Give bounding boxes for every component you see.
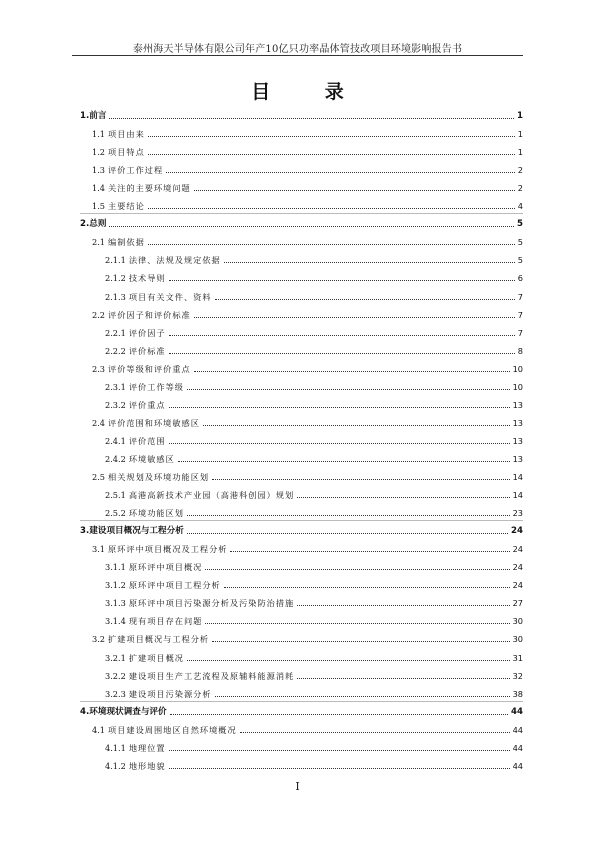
toc-entry-number: 3.1 bbox=[92, 544, 106, 555]
toc-entry-title: 评价因子 bbox=[128, 327, 166, 338]
toc-entry-page: 7 bbox=[517, 291, 523, 302]
toc-entry-title: 项目建设周围地区自然环境概况 bbox=[108, 724, 237, 735]
toc-entry-title: 扩建项目概况与工程分析 bbox=[108, 634, 210, 645]
toc-entry[interactable] bbox=[92, 126, 523, 140]
toc-entry-page: 14 bbox=[512, 472, 523, 482]
toc-entry-title: 环境现状调查与评价 bbox=[89, 706, 167, 717]
toc-entry-number: 4. bbox=[80, 706, 90, 717]
toc-entry[interactable] bbox=[80, 523, 523, 537]
toc-entry-title: 现有项目存在问题 bbox=[128, 616, 203, 627]
toc-entry[interactable] bbox=[105, 451, 523, 465]
toc-entry-title: 法律、法规及规定依据 bbox=[128, 255, 221, 266]
toc-leader-dots bbox=[297, 678, 509, 679]
toc-entry-number: 3.2 bbox=[92, 634, 106, 645]
toc-leader-dots bbox=[224, 587, 510, 588]
toc-entry-number: 1.3 bbox=[92, 165, 106, 176]
toc-leader-dots bbox=[187, 533, 508, 534]
toc-entry-page: 44 bbox=[512, 760, 523, 771]
toc-entry-number: 3.2.1 bbox=[105, 652, 126, 663]
toc-entry-title: 建设项目概况与工程分析 bbox=[89, 526, 184, 537]
toc-entry-page: 38 bbox=[512, 688, 523, 699]
toc-entry-page: 10 bbox=[512, 363, 523, 374]
toc-entry-page: 30 bbox=[512, 634, 523, 645]
toc-entry[interactable] bbox=[105, 343, 523, 357]
toc-leader-dots bbox=[194, 190, 515, 191]
toc-entry-title: 关注的主要环境问题 bbox=[108, 183, 191, 194]
toc-entry[interactable] bbox=[80, 216, 523, 230]
toc-entry-title: 评价重点 bbox=[128, 399, 166, 410]
toc-entry-number: 2.3.1 bbox=[105, 381, 126, 392]
toc-entry-page: 44 bbox=[511, 706, 523, 717]
toc-leader-dots bbox=[187, 389, 510, 390]
toc-leader-dots bbox=[166, 172, 515, 173]
toc-entry-title: 地理位置 bbox=[128, 742, 166, 753]
toc-entry-title: 原环评中项目概况及工程分析 bbox=[108, 544, 228, 555]
toc-leader-dots bbox=[169, 353, 515, 354]
section-separator bbox=[80, 701, 523, 702]
toc-entry-number: 1.1 bbox=[92, 129, 106, 140]
toc-entry-title: 项目由来 bbox=[108, 129, 145, 140]
toc-entry-page: 27 bbox=[512, 598, 523, 609]
toc-entry-number: 2.5 bbox=[92, 472, 106, 482]
toc-leader-dots bbox=[169, 280, 515, 281]
toc-leader-dots bbox=[178, 461, 510, 462]
toc-entry-number: 4.1.1 bbox=[105, 742, 126, 753]
toc-leader-dots bbox=[148, 244, 515, 245]
toc-entry[interactable] bbox=[92, 234, 523, 248]
toc-entry-number: 2.1 bbox=[92, 237, 106, 248]
toc-leader-dots bbox=[230, 551, 509, 552]
toc-entry-page: 2 bbox=[517, 183, 523, 194]
toc-entry-number: 2.4.1 bbox=[105, 435, 126, 446]
toc-entry[interactable] bbox=[92, 307, 523, 321]
toc-entry-title: 评价工作过程 bbox=[108, 165, 164, 176]
toc-entry-number: 1. bbox=[80, 111, 90, 121]
toc-leader-dots bbox=[215, 299, 515, 300]
toc-entry[interactable] bbox=[105, 252, 523, 266]
toc-entry-title: 环境敏感区 bbox=[128, 453, 175, 464]
toc-entry-page: 24 bbox=[512, 562, 523, 573]
toc-leader-dots bbox=[148, 154, 515, 155]
toc-leader-dots bbox=[148, 208, 515, 209]
toc-entry[interactable] bbox=[105, 397, 523, 411]
toc-entry[interactable] bbox=[105, 325, 523, 339]
toc-entry-number: 2.2.1 bbox=[105, 327, 126, 338]
toc-entry-number: 4.1 bbox=[92, 724, 106, 735]
toc-leader-dots bbox=[169, 768, 510, 769]
toc-entry[interactable] bbox=[92, 144, 523, 158]
toc-entry[interactable] bbox=[105, 740, 523, 754]
toc-entry-number: 3. bbox=[80, 526, 90, 537]
toc-entry-page: 7 bbox=[517, 309, 523, 320]
toc-entry-title: 主要结论 bbox=[108, 201, 145, 212]
toc-leader-dots bbox=[212, 641, 509, 642]
toc-entry[interactable] bbox=[92, 541, 523, 555]
toc-entry-title: 总则 bbox=[89, 219, 107, 230]
toc-entry[interactable] bbox=[105, 289, 523, 303]
toc-entry[interactable] bbox=[105, 505, 523, 519]
toc-entry[interactable] bbox=[105, 668, 523, 682]
toc-entry-title: 相关规划及环境功能区划 bbox=[108, 472, 210, 482]
toc-leader-dots bbox=[297, 605, 509, 606]
toc-entry-page: 24 bbox=[511, 526, 523, 537]
toc-entry-number: 2.1.2 bbox=[105, 273, 126, 284]
toc-entry-title: 原环评中项目概况 bbox=[128, 562, 203, 573]
toc-leader-dots bbox=[194, 317, 515, 318]
toc-entry[interactable] bbox=[105, 577, 523, 591]
toc-entry-page: 4 bbox=[517, 201, 523, 212]
toc-entry-number: 3.1.4 bbox=[105, 616, 126, 627]
toc-entry-page: 32 bbox=[512, 670, 523, 681]
toc-entry-page: 1 bbox=[517, 147, 523, 158]
toc-entry-page: 13 bbox=[512, 417, 523, 428]
toc-entry-number: 3.2.3 bbox=[105, 688, 126, 699]
toc-leader-dots bbox=[169, 335, 515, 336]
toc-leader-dots bbox=[169, 443, 510, 444]
toc-entry-number: 2.5.2 bbox=[105, 508, 126, 519]
toc-entry-title: 评价工作等级 bbox=[128, 381, 184, 392]
toc-entry-number: 2. bbox=[80, 219, 90, 230]
toc-entry-page: 8 bbox=[517, 345, 523, 356]
toc-entry-title: 前言 bbox=[89, 111, 107, 121]
toc-entry-title: 地形地貌 bbox=[128, 760, 166, 771]
toc-entry-number: 2.2.2 bbox=[105, 345, 126, 356]
toc-entry[interactable] bbox=[92, 361, 523, 375]
section-separator bbox=[80, 213, 523, 214]
toc-entry-number: 3.1.3 bbox=[105, 598, 126, 609]
toc-entry-page: 6 bbox=[517, 273, 523, 284]
toc-entry[interactable] bbox=[105, 433, 523, 447]
toc-entry-page: 10 bbox=[512, 381, 523, 392]
toc-entry-page: 31 bbox=[512, 652, 523, 663]
toc-entry-title: 扩建项目概况 bbox=[128, 652, 184, 663]
toc-entry-page: 23 bbox=[512, 508, 523, 519]
toc-entry[interactable] bbox=[80, 108, 523, 122]
toc-entry-title: 评价标准 bbox=[128, 345, 166, 356]
toc-entry-page: 5 bbox=[517, 255, 523, 266]
toc-entry-title: 高港高新技术产业园（高港科创园）规划 bbox=[128, 490, 295, 501]
toc-entry-page: 5 bbox=[517, 237, 523, 248]
toc-entry-title: 评价范围 bbox=[128, 435, 166, 446]
toc-entry-title: 项目特点 bbox=[108, 147, 145, 158]
toc-entry-title: 原环评中项目污染源分析及污染防治措施 bbox=[128, 598, 295, 609]
toc-entry-page: 5 bbox=[517, 219, 523, 230]
section-separator bbox=[80, 520, 523, 521]
page-number: I bbox=[295, 780, 300, 793]
toc-entry[interactable] bbox=[92, 180, 523, 194]
toc-entry[interactable] bbox=[105, 758, 523, 772]
toc-leader-dots bbox=[169, 750, 510, 751]
toc-entry-number: 3.1.2 bbox=[105, 580, 126, 591]
toc-entry-number: 2.4.2 bbox=[105, 453, 126, 464]
toc-leader-dots bbox=[109, 118, 514, 119]
toc-leader-dots bbox=[170, 714, 508, 715]
toc-entry-title: 环境功能区划 bbox=[128, 508, 184, 519]
toc-entry-title: 技术导则 bbox=[128, 273, 166, 284]
toc-entry[interactable] bbox=[92, 469, 523, 483]
toc-entry-page: 44 bbox=[512, 742, 523, 753]
toc-entry-page: 30 bbox=[512, 616, 523, 627]
toc-entry-number: 2.3 bbox=[92, 363, 106, 374]
toc-entry-title: 评价范围和环境敏感区 bbox=[108, 417, 200, 428]
toc-leader-dots bbox=[187, 515, 510, 516]
toc-entry[interactable] bbox=[105, 650, 523, 664]
toc-entry-number: 1.4 bbox=[92, 183, 106, 194]
toc-entry-title: 评价因子和评价标准 bbox=[108, 309, 191, 320]
toc-entry-title: 原环评中项目工程分析 bbox=[128, 580, 221, 591]
toc-leader-dots bbox=[203, 425, 510, 426]
toc-entry[interactable] bbox=[105, 595, 523, 609]
toc-entry[interactable] bbox=[105, 379, 523, 393]
toc-entry-number: 2.5.1 bbox=[105, 490, 126, 501]
toc-entry[interactable] bbox=[92, 722, 523, 736]
toc-entry-number: 2.3.2 bbox=[105, 399, 126, 410]
toc-leader-dots bbox=[240, 732, 510, 733]
toc-leader-dots bbox=[215, 696, 510, 697]
toc-entry-page: 13 bbox=[512, 435, 523, 446]
toc-entry-page: 14 bbox=[512, 490, 523, 501]
toc-entry[interactable] bbox=[80, 704, 523, 718]
toc-entry-number: 1.5 bbox=[92, 201, 106, 212]
toc-entry[interactable] bbox=[105, 270, 523, 284]
toc-entry-title: 建设项目污染源分析 bbox=[128, 688, 212, 699]
toc-entry-title: 编制依据 bbox=[108, 237, 145, 248]
toc-entry-page: 1 bbox=[517, 111, 523, 121]
toc-entry-number: 2.1.3 bbox=[105, 291, 126, 302]
toc-leader-dots bbox=[224, 262, 515, 263]
toc-entry[interactable] bbox=[105, 686, 523, 700]
toc-leader-dots bbox=[205, 623, 509, 624]
toc-entry-number: 4.1.2 bbox=[105, 760, 126, 771]
toc-entry-page: 7 bbox=[517, 327, 523, 338]
toc-entry-title: 项目有关文件、资料 bbox=[128, 291, 212, 302]
toc-entry-number: 2.1.1 bbox=[105, 255, 126, 266]
toc-entry[interactable] bbox=[92, 415, 523, 429]
toc-leader-dots bbox=[169, 407, 510, 408]
toc-entry-page: 1 bbox=[517, 129, 523, 140]
toc-entry-number: 2.4 bbox=[92, 417, 106, 428]
toc-entry-number: 3.2.2 bbox=[105, 670, 126, 681]
toc-entry-title: 建设项目生产工艺流程及原辅料能源消耗 bbox=[128, 670, 295, 681]
toc-leader-dots bbox=[194, 371, 510, 372]
toc-entry[interactable] bbox=[105, 487, 523, 501]
toc-leader-dots bbox=[212, 479, 509, 480]
toc-entry[interactable] bbox=[105, 559, 523, 573]
running-header: 泰州海天半导体有限公司年产10亿只功率晶体管技改项目环境影响报告书 bbox=[132, 44, 463, 55]
toc-entry-number: 2.2 bbox=[92, 309, 106, 320]
toc-entry[interactable] bbox=[92, 631, 523, 645]
toc-entry-page: 2 bbox=[517, 165, 523, 176]
toc-entry-number: 1.2 bbox=[92, 147, 106, 158]
toc-entry-number: 3.1.1 bbox=[105, 562, 126, 573]
toc-entry[interactable] bbox=[92, 162, 523, 176]
toc-leader-dots bbox=[148, 136, 515, 137]
toc-leader-dots bbox=[109, 226, 514, 227]
toc-entry-title: 评价等级和评价重点 bbox=[108, 363, 191, 374]
toc-entry-page: 13 bbox=[512, 453, 523, 464]
toc-entry[interactable] bbox=[105, 613, 523, 627]
toc-leader-dots bbox=[297, 497, 509, 498]
toc-entry[interactable] bbox=[92, 198, 523, 212]
page-title: 目 录 bbox=[251, 81, 368, 103]
toc-leader-dots bbox=[187, 660, 510, 661]
toc-entry-page: 44 bbox=[512, 724, 523, 735]
toc-entry-page: 13 bbox=[512, 399, 523, 410]
toc-leader-dots bbox=[205, 569, 509, 570]
toc-entry-page: 24 bbox=[512, 580, 523, 591]
toc-entry-page: 24 bbox=[512, 544, 523, 555]
